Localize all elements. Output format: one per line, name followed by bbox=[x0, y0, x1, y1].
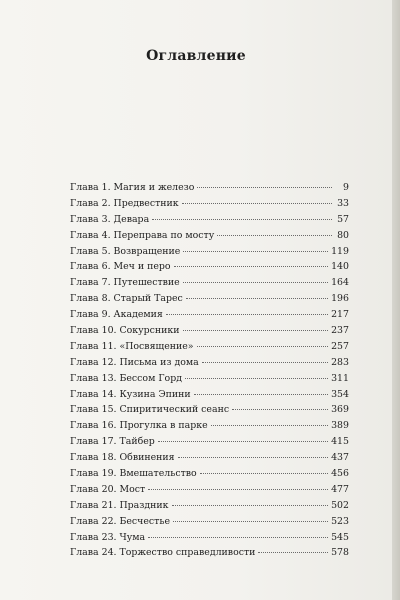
dot-leader bbox=[158, 441, 328, 442]
chapter-title: Глава 9. Академия bbox=[70, 309, 163, 321]
chapter-title: Глава 16. Прогулка в парке bbox=[70, 420, 208, 432]
dot-leader bbox=[186, 298, 328, 299]
page-number: 578 bbox=[331, 547, 349, 559]
toc-entry bbox=[70, 450, 349, 466]
toc-entry bbox=[70, 530, 349, 546]
toc-entry bbox=[70, 371, 349, 387]
page-number: 164 bbox=[331, 277, 349, 289]
chapter-title: Глава 18. Обвинения bbox=[70, 452, 175, 464]
page-number: 477 bbox=[331, 483, 349, 495]
dot-leader bbox=[197, 346, 329, 347]
page-number: 389 bbox=[331, 420, 349, 432]
chapter-title: Глава 23. Чума bbox=[70, 531, 146, 543]
page-number: 9 bbox=[343, 182, 349, 193]
chapter-title: Глава 1. Магия и железо bbox=[70, 182, 195, 193]
chapter-title: Глава 13. Бессом Горд bbox=[70, 372, 182, 384]
dot-leader bbox=[200, 473, 328, 474]
chapter-title: Глава 22. Бесчестье bbox=[70, 515, 171, 527]
dot-leader bbox=[166, 314, 328, 315]
dot-leader bbox=[182, 203, 332, 204]
chapter-title: Глава 21. Праздник bbox=[70, 499, 169, 511]
chapter-title: Глава 7. Путешествие bbox=[70, 277, 180, 289]
toc-entry bbox=[70, 498, 349, 514]
toc-entry bbox=[70, 514, 349, 530]
page-number: 415 bbox=[331, 436, 349, 448]
page-number: 283 bbox=[331, 356, 349, 368]
toc-entry bbox=[70, 418, 349, 434]
page-number: 57 bbox=[337, 213, 349, 225]
chapter-title: Глава 20. Мост bbox=[70, 483, 146, 495]
dot-leader bbox=[148, 537, 328, 538]
page-number: 257 bbox=[331, 340, 349, 352]
page-number: 119 bbox=[331, 245, 349, 257]
dot-leader bbox=[178, 457, 329, 458]
toc-entry bbox=[70, 402, 349, 418]
page-edge bbox=[392, 0, 400, 600]
chapter-title: Глава 3. Девара bbox=[70, 213, 150, 225]
toc-entry bbox=[70, 545, 349, 561]
dot-leader bbox=[183, 330, 329, 331]
page-number: 354 bbox=[331, 388, 349, 400]
toc-entry bbox=[70, 339, 349, 355]
toc-entry bbox=[70, 244, 349, 260]
page-number: 140 bbox=[331, 261, 349, 273]
chapter-title: Глава 4. Переправа по мосту bbox=[70, 229, 215, 241]
page-number: 80 bbox=[337, 229, 349, 241]
page-number: 237 bbox=[331, 325, 349, 337]
dot-leader bbox=[232, 409, 328, 410]
page-number: 217 bbox=[331, 309, 349, 321]
toc-entry bbox=[70, 275, 349, 291]
page-number: 523 bbox=[331, 515, 349, 527]
dot-leader bbox=[173, 521, 328, 522]
page-number: 502 bbox=[331, 499, 349, 511]
dot-leader bbox=[148, 489, 328, 490]
dot-leader bbox=[202, 362, 328, 363]
dot-leader bbox=[174, 266, 329, 267]
toc-entry bbox=[70, 180, 349, 196]
chapter-title: Глава 15. Спиритический сеанс bbox=[70, 404, 230, 416]
dot-leader bbox=[172, 505, 329, 506]
chapter-title: Глава 24. Торжество справедливости bbox=[70, 547, 256, 559]
chapter-title: Глава 17. Тайбер bbox=[70, 436, 155, 448]
toc-entry bbox=[70, 482, 349, 498]
page-number: 545 bbox=[331, 531, 349, 543]
page-number: 196 bbox=[331, 293, 349, 305]
toc-entry bbox=[70, 259, 349, 275]
toc-entry bbox=[70, 355, 349, 371]
dot-leader bbox=[211, 425, 328, 426]
toc-entry bbox=[70, 466, 349, 482]
dot-leader bbox=[217, 235, 332, 236]
toc-entry bbox=[70, 291, 349, 307]
toc-entry bbox=[70, 196, 349, 212]
chapter-title: Глава 6. Меч и перо bbox=[70, 261, 171, 273]
page-number: 456 bbox=[331, 468, 349, 480]
chapter-title: Глава 5. Возвращение bbox=[70, 245, 181, 257]
dot-leader bbox=[183, 251, 328, 252]
dot-leader bbox=[194, 394, 328, 395]
page-number: 437 bbox=[331, 452, 349, 464]
chapter-title: Глава 2. Предвестник bbox=[70, 197, 179, 209]
toc-entry bbox=[70, 323, 349, 339]
toc-entry bbox=[70, 387, 349, 403]
chapter-title: Глава 11. «Посвящение» bbox=[70, 340, 194, 352]
toc-entry bbox=[70, 307, 349, 323]
page-number: 369 bbox=[331, 404, 349, 416]
dot-leader bbox=[185, 378, 328, 379]
dot-leader bbox=[183, 282, 328, 283]
dot-leader bbox=[152, 219, 332, 220]
dot-leader bbox=[258, 552, 328, 553]
chapter-title: Глава 10. Сокурсники bbox=[70, 325, 180, 337]
page-title: Оглавление bbox=[146, 48, 246, 64]
chapter-title: Глава 14. Кузина Эпини bbox=[70, 388, 191, 400]
toc-entry bbox=[70, 434, 349, 450]
chapter-title: Глава 8. Старый Тарес bbox=[70, 293, 183, 305]
toc-entry bbox=[70, 228, 349, 244]
dot-leader bbox=[197, 187, 332, 188]
table-of-contents bbox=[70, 180, 349, 561]
chapter-title: Глава 12. Письма из дома bbox=[70, 356, 199, 368]
chapter-title: Глава 19. Вмешательство bbox=[70, 468, 197, 480]
page-number: 311 bbox=[331, 372, 349, 384]
page-number: 33 bbox=[337, 197, 349, 209]
toc-entry bbox=[70, 212, 349, 228]
